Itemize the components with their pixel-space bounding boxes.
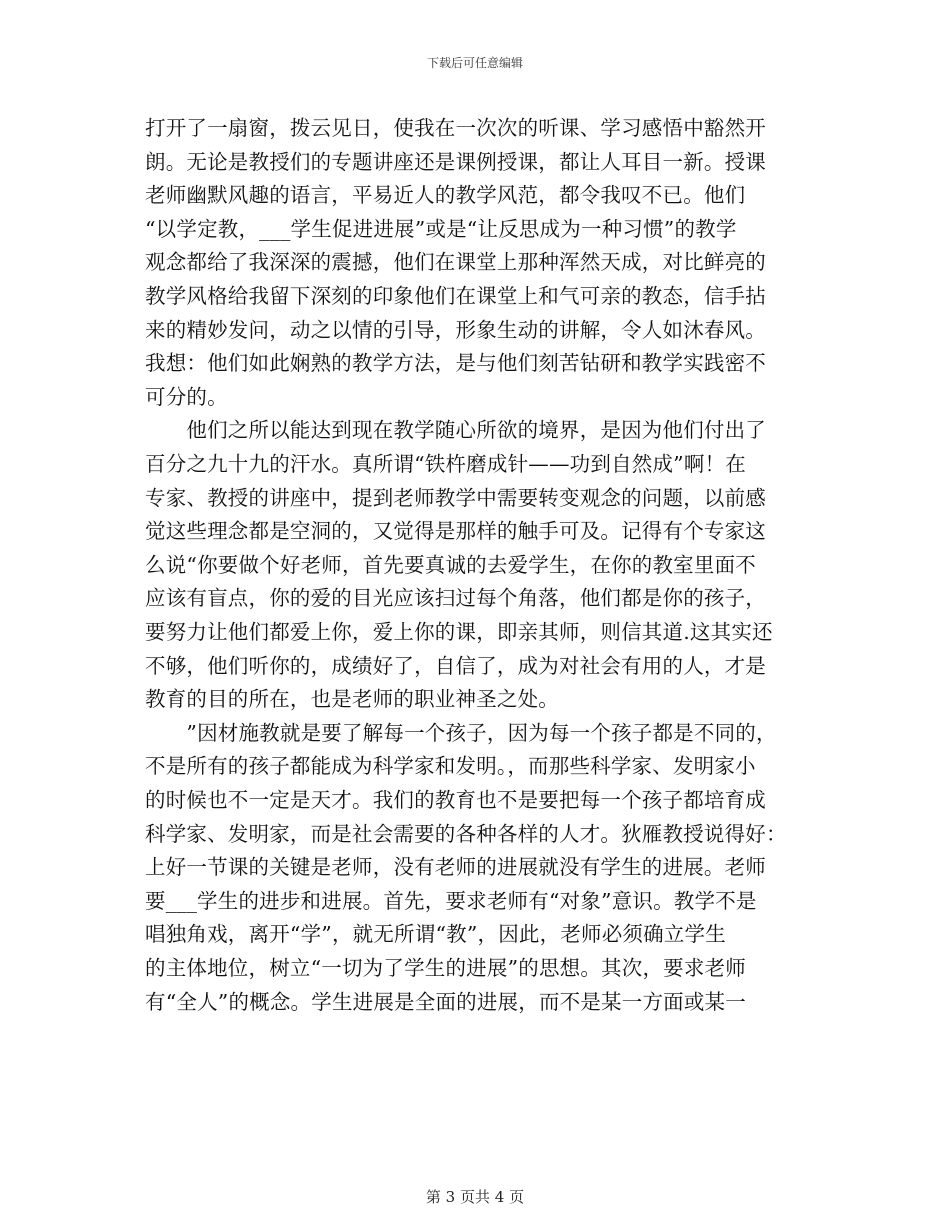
text-line: 应该有盲点，你的爱的目光应该扫过每个角落，他们都是你的孩子， [145, 586, 766, 611]
text-line: 上好一节课的关键是老师，没有老师的进展就没有学生的进展。老师 [145, 855, 766, 880]
text-line: 不是所有的孩子都能成为科学家和发明。，而那些科学家、发明家小 [145, 754, 756, 779]
text-line: 教学风格给我留下深刻的印象他们在课堂上和气可亲的教态，信手拈 [145, 284, 766, 308]
text-line: 教育的目的所在，也是老师的职业神圣之处。 [145, 687, 559, 712]
text-line: 老师幽默风趣的语言，平易近人的教学风范，都令我叹不已。他们 [145, 183, 746, 208]
text-line: 可分的。 [145, 384, 228, 409]
text-line: 要___学生的进步和进展。首先，要求老师有“对象”意识。教学不是 [145, 888, 757, 913]
text-line: 朗。无论是教授们的专题讲座还是课例授课，都让人耳目一新。授课 [145, 149, 766, 174]
text-line: “以学定教，___学生促进进展”或是“让反思成为一种习惯”的教学 [145, 216, 737, 241]
text-line: 他们之所以能达到现在教学随心所欲的境界，是因为他们付出了 [145, 418, 766, 443]
text-line: 观念都给了我深深的震撼，他们在课堂上那种浑然天成，对比鲜亮的 [145, 250, 766, 275]
text-line: 我想：他们如此娴熟的教学方法，是与他们刻苦钻研和教学实践密不 [145, 351, 766, 376]
text-line: 打开了一扇窗，拨云见日，使我在一次次的听课、学习感悟中豁然开 [145, 116, 766, 140]
text-line: 科学家、发明家，而是社会需要的各种各样的人才。狄雁教授说得好： [145, 821, 787, 846]
text-line: 有“全人”的概念。学生进展是全面的进展，而不是某一方面或某一 [145, 989, 746, 1014]
text-line: 专家、教授的讲座中，提到老师教学中需要转变观念的问题，以前感 [145, 485, 766, 510]
text-line: 觉这些理念都是空洞的，又觉得是那样的触手可及。记得有个专家这 [145, 519, 766, 544]
text-line: 要努力让他们都爱上你，爱上你的课，即亲其师，则信其道.这其实还 [145, 620, 773, 644]
text-line: 的主体地位，树立“一切为了学生的进展”的思想。其次，要求老师 [145, 956, 746, 980]
page-footer: 第 3 页共 4 页 [425, 1188, 525, 1206]
text-line: 的时候也不一定是天才。我们的教育也不是要把每一个孩子都培育成 [145, 788, 766, 812]
text-line: 么说“你要做个好老师，首先要真诚的去爱学生，在你的教室里面不 [145, 552, 756, 577]
text-line: 唱独角戏，离开“学”，就无所谓“教”，因此，老师必须确立学生 [145, 922, 726, 947]
text-line: 百分之九十九的汗水。真所谓“铁杵磨成针——功到自然成”啊！在 [145, 452, 746, 476]
text-line: 不够，他们听你的，成绩好了，自信了，成为对社会有用的人，才是 [145, 653, 766, 678]
text-line: 来的精妙发问，动之以情的引导，形象生动的讲解，令人如沐春风。 [145, 317, 766, 342]
page-header: 下载后可任意编辑 [426, 56, 523, 70]
text-line: ”因材施教就是要了解每一个孩子，因为每一个孩子都是不同的， [145, 720, 777, 745]
